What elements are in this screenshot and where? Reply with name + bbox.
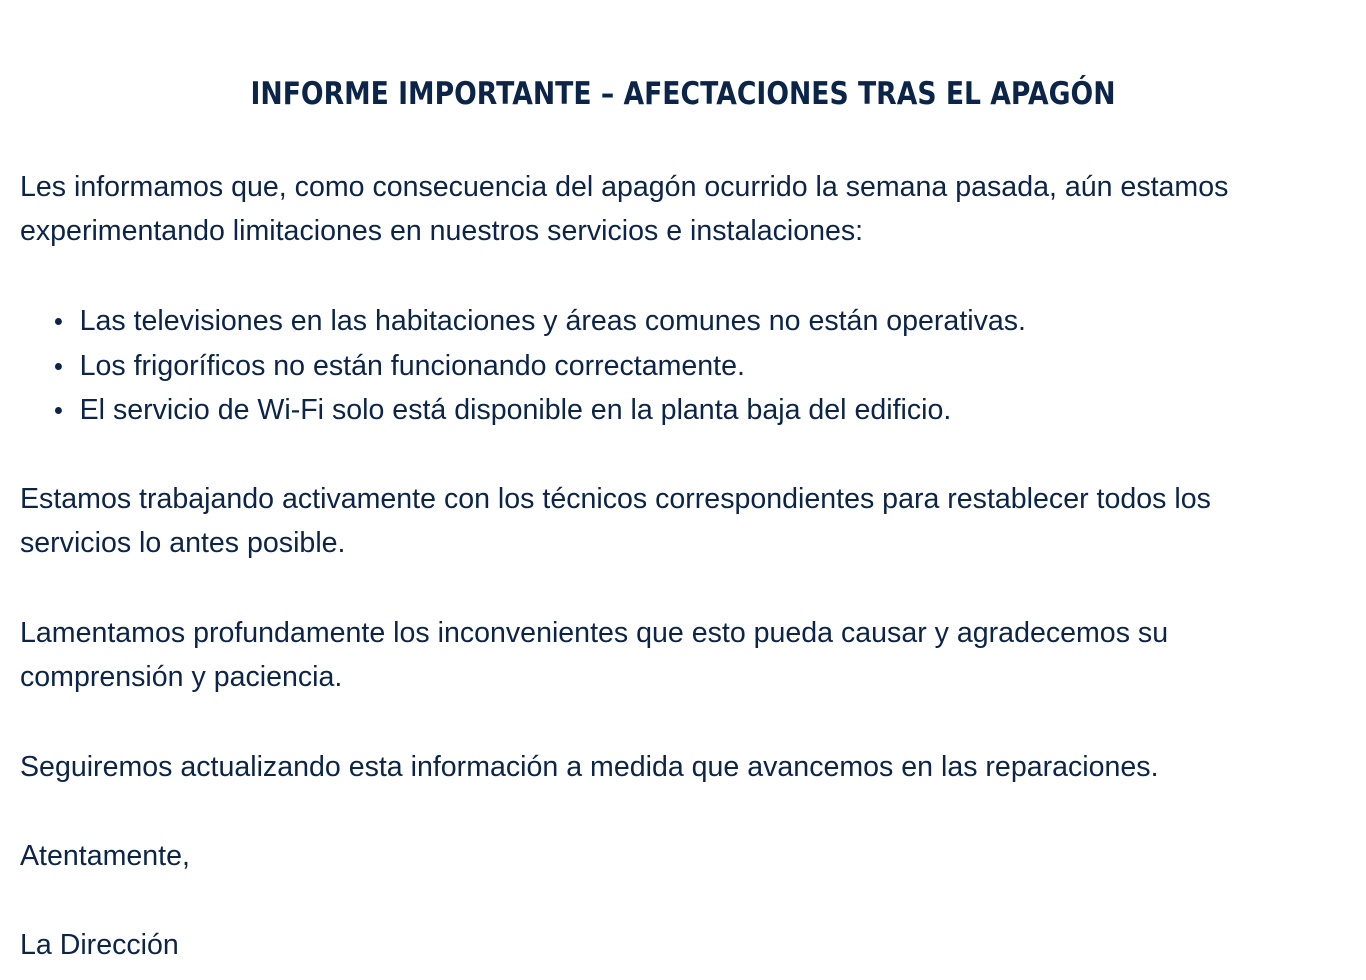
issue-text: Los frigoríficos no están funcionando correctamente. — [79, 349, 745, 382]
bullet-icon — [55, 407, 62, 414]
apology-paragraph: Lamentamos profundamente los inconvenientes que esto pueda causar y agradecemos su comprensión y paciencia. — [20, 617, 1169, 693]
issue-text: Las televisiones en las habitaciones y áreas comunes no están operativas. — [79, 305, 1026, 337]
bullet-icon — [55, 363, 62, 370]
issues-list — [54, 299, 1041, 433]
bullet-icon — [55, 318, 62, 325]
updates-paragraph: Seguiremos actualizando esta información a medida que avancemos en las reparaciones. — [20, 751, 1159, 783]
intro-paragraph: Les informamos que, como consecuencia del apagón ocurrido la semana pasada, aún estamos experimentando limitaciones en nuestros servicios e instalaciones: — [20, 171, 1229, 247]
closing-line: Atentamente, — [20, 840, 190, 872]
signature: La Dirección — [20, 929, 179, 961]
list-item — [54, 344, 1026, 389]
working-paragraph: Estamos trabajando activamente con los técnicos correspondientes para restablecer todos los servicios lo antes posible. — [20, 483, 1211, 559]
issue-text: El servicio de Wi-Fi solo está disponible en la planta baja del edificio. — [79, 394, 952, 426]
list-item — [54, 388, 1026, 433]
list-item — [54, 299, 1026, 344]
notice-title: INFORME IMPORTANTE – AFECTACIONES TRAS EL APAGÓN — [250, 76, 1116, 112]
